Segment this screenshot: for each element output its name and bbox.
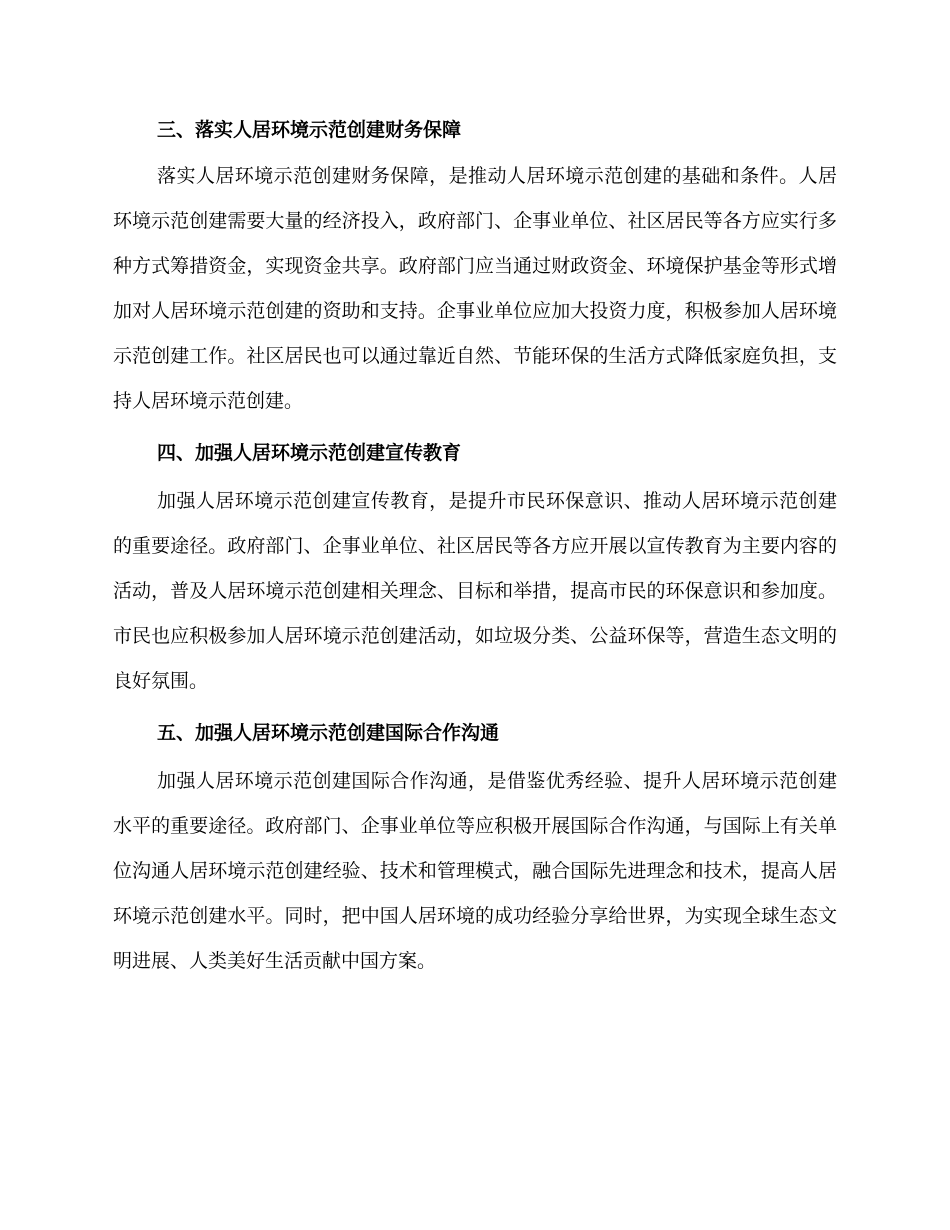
section-paragraph: 加强人居环境示范创建宣传教育，是提升市民环保意识、推动人居环境示范创建的重要途径。政府部门、企事业单位、社区居民等各方应开展以宣传教育为主要内容的活动，普及人居环境示范创建相关理念、目标和举措，提高市民的环保意识和参加度。市民也应积极参加人居环境示范创建活动，如垃圾分类、公益环保等，营造生态文明的良好氛围。 — [113, 490, 837, 692]
section-paragraph: 落实人居环境示范创建财务保障，是推动人居环境示范创建的基础和条件。人居环境示范创建需要大量的经济投入，政府部门、企事业单位、社区居民等各方应实行多种方式筹措资金，实现资金共享。政府部门应当通过财政资金、环境保护基金等形式增加对人居环境示范创建的资助和支持。企事业单位应加大投资力度，积极参加人居环境示范创建工作。社区居民也可以通过靠近自然、节能环保的生活方式降低家庭负担，支持人居环境示范创建。 — [113, 165, 837, 412]
section-heading: 五、加强人居环境示范创建国际合作沟通 — [157, 722, 500, 744]
section-heading: 四、加强人居环境示范创建宣传教育 — [157, 442, 462, 464]
section-heading: 三、落实人居环境示范创建财务保障 — [157, 119, 462, 141]
section-publicity-education — [113, 431, 837, 704]
section-paragraph: 加强人居环境示范创建国际合作沟通，是借鉴优秀经验、提升人居环境示范创建水平的重要途径。政府部门、企事业单位等应积极开展国际合作沟通，与国际上有关单位沟通人居环境示范创建经验、技术和管理模式，融合国际先进理念和技术，提高人居环境示范创建水平。同时，把中国人居环境的成功经验分享给世界，为实现全球生态文明进展、人类美好生活贡献中国方案。 — [113, 770, 837, 972]
section-financial-guarantee — [113, 108, 837, 424]
section-international-cooperation — [113, 711, 837, 984]
document-body — [113, 108, 837, 984]
